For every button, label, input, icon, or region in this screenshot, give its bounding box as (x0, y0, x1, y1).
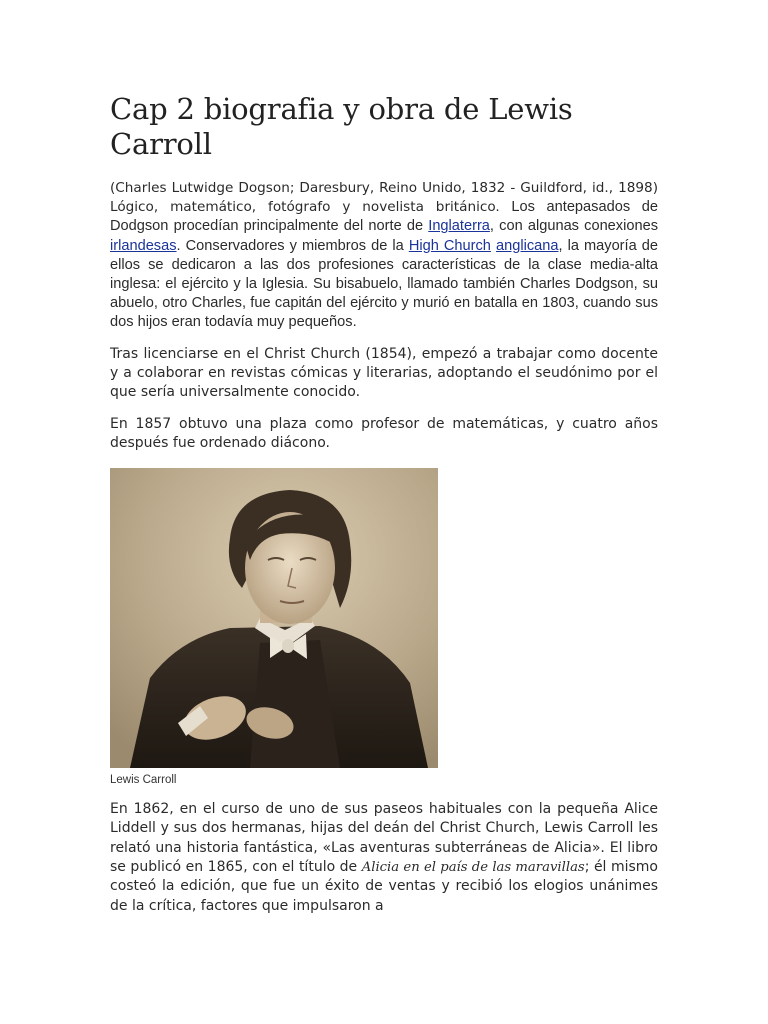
p4-text-1: En 1862, en el curso de uno de sus paseos habituales con la pequeña Alice Liddell y sus dos hermanas, hijas del deán del Christ Church, Lewis Carroll les relató una historia fantástica, «Las aventuras subterráneas de Alicia». El libro se publicó en 1865, con el título de (110, 801, 658, 875)
link-anglicana[interactable]: anglicana (496, 237, 559, 254)
intro-text-1: Los antepasados de Dodgson procedían principalmente del norte de (110, 199, 658, 235)
figure-caption: Lewis Carroll (110, 774, 177, 787)
intro-lead: (Charles Lutwidge Dogson; Daresbury, Reino Unido, 1832 - Guildford, id., 1898) Lógico, matemático, fotógrafo y novelista británico. (110, 180, 658, 216)
paragraph-1857: En 1857 obtuvo una plaza como profesor de matemáticas, y cuatro años después fue ordenado diácono. (110, 415, 658, 451)
link-irlandesas[interactable]: irlandesas (110, 237, 177, 254)
intro-text-3: . Conservadores y miembros de la (176, 237, 409, 254)
book-title: Alicia en el país de las maravillas (361, 860, 585, 875)
paragraph-christ-church: Tras licenciarse en el Christ Church (1854), empezó a trabajar como docente y a colaborar en revistas cómicas y literarias, adoptando el seudónimo por el que sería universalmente conocido. (110, 345, 658, 401)
paragraph-1862 (110, 800, 658, 916)
link-inglaterra[interactable]: Inglaterra (428, 218, 490, 235)
document-page (110, 92, 658, 916)
link-high-church[interactable]: High Church (408, 237, 491, 254)
intro-text-2: , con algunas conexiones (489, 218, 658, 235)
p4-text-2: ; él mismo costeó la edición, que fue un éxito de ventas y recibió los elogios unánimes de la crítica, factores que impulsaron a (110, 859, 658, 914)
page-title: Cap 2 biografia y obra de Lewis Carroll (110, 92, 573, 161)
paragraph-intro (110, 179, 658, 333)
lewis-carroll-portrait (110, 468, 438, 768)
intro-text-5: , la mayoría de ellos se dedicaron a las dos profesiones características de la clase media-alta inglesa: el ejército y la Iglesia. Su bisabuelo, llamado también Charles Dodgson, su abuelo, otro Charles, fue capitán del ejército y murió en batalla en 1803, cuando sus dos hijos eran todavía muy pequeños. (110, 237, 659, 331)
portrait-figure (110, 468, 438, 788)
